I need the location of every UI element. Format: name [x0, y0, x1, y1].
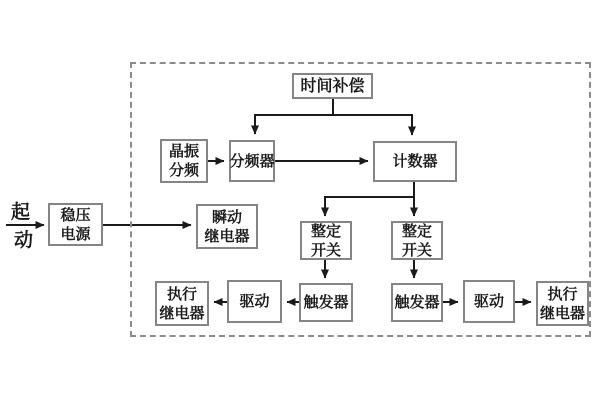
trigger-right-label: 触发器: [394, 294, 440, 311]
trigger-right-box: [391, 283, 443, 322]
counter-box: [373, 141, 457, 182]
setting-switch-right-label-line1: 整定: [401, 222, 432, 240]
frequency-divider-box: [229, 140, 275, 182]
time-compensation-box: [292, 73, 373, 99]
setting-switch-left-label-line2: 开关: [310, 241, 341, 259]
power-supply-label-line2: 电源: [60, 225, 91, 243]
crystal-divider-box: [160, 139, 208, 183]
exec-relay-right-box: [536, 281, 589, 326]
trigger-left-box: [299, 283, 353, 322]
setting-switch-left-label-line1: 整定: [310, 222, 341, 240]
drive-left-label: 驱动: [239, 293, 270, 310]
setting-switch-right-box: [391, 221, 443, 260]
power-supply-label-line1: 稳压: [60, 206, 91, 224]
start-label-top: 起: [11, 202, 31, 223]
instant-relay-box: [196, 204, 258, 249]
trigger-left-label: 触发器: [303, 294, 349, 311]
exec-relay-left-box: [155, 281, 209, 326]
exec-relay-right-label-line2: 继电器: [539, 304, 585, 322]
exec-relay-right-label-line1: 执行: [547, 285, 578, 303]
crystal-divider-label-line1: 晶振: [168, 143, 199, 160]
drive-right-label: 驱动: [473, 293, 504, 310]
start-label-bottom: 动: [14, 230, 34, 251]
setting-switch-left-box: [300, 221, 352, 260]
exec-relay-left-label-line2: 继电器: [159, 304, 205, 322]
setting-switch-right-label-line2: 开关: [401, 241, 432, 259]
instant-relay-label-line1: 瞬动: [211, 208, 242, 226]
drive-left-box: [227, 280, 282, 323]
frequency-divider-label: 分频器: [229, 152, 275, 170]
exec-relay-left-label-line1: 执行: [166, 285, 197, 303]
drive-right-box: [463, 280, 515, 323]
instant-relay-label-line2: 继电器: [204, 227, 250, 245]
power-supply-box: [48, 203, 103, 246]
crystal-divider-label-line2: 分频: [168, 162, 199, 179]
time-compensation-label: 时间补偿: [300, 77, 365, 95]
counter-label: 计数器: [392, 153, 438, 170]
